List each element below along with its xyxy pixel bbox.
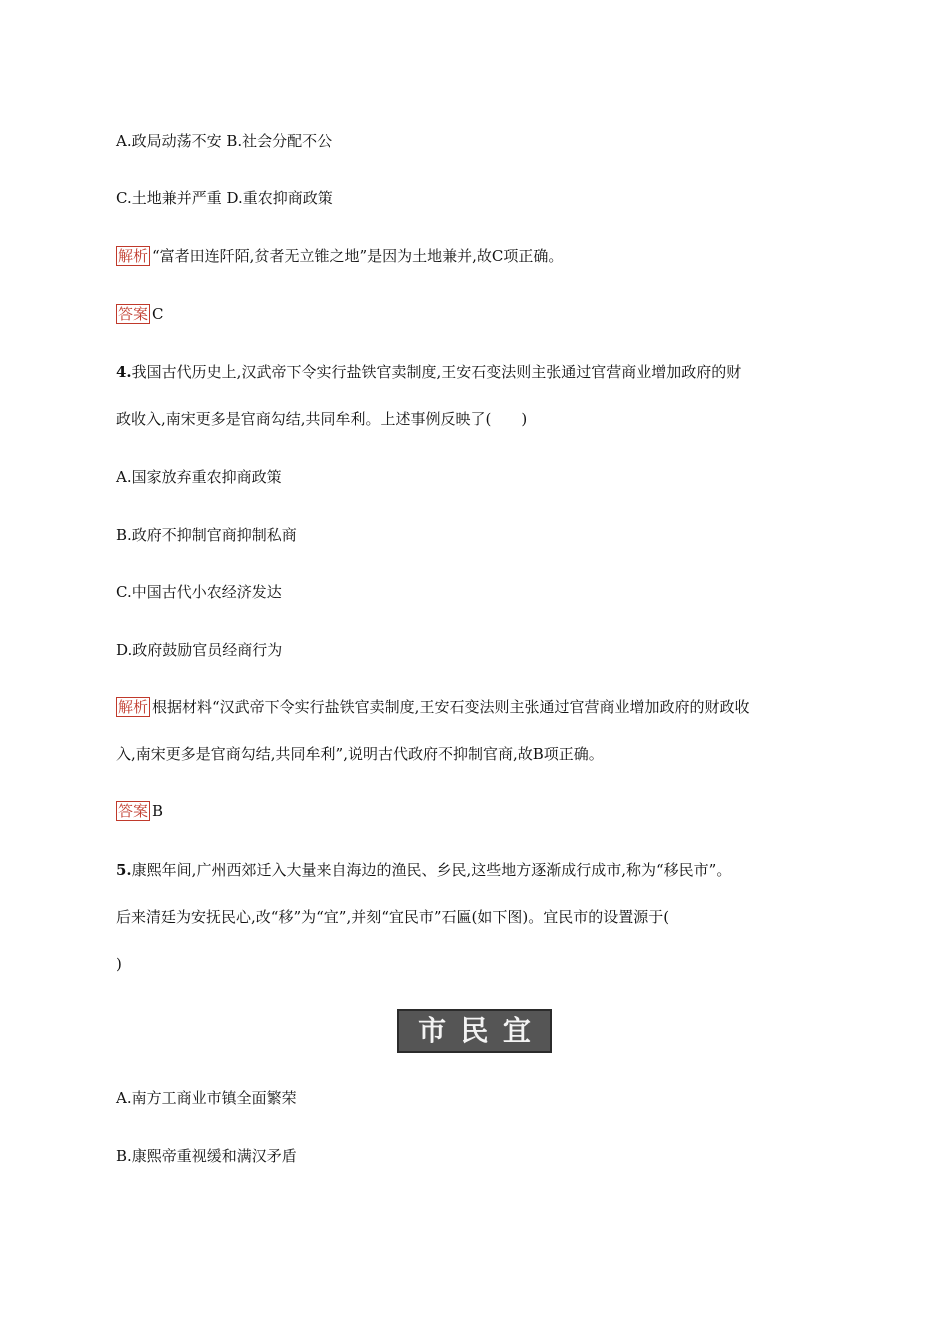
q3-options-line-1: A.政局动荡不安 B.社会分配不公	[116, 132, 333, 150]
answer-tag: 答案	[118, 305, 149, 323]
q5-number: 5.	[116, 861, 132, 879]
q4-analysis-text-1: 根据材料“汉武帝下令实行盐铁官卖制度,王安石变法则主张通过官营商业增加政府的财政收	[152, 698, 750, 716]
q3-analysis	[116, 246, 850, 266]
plaque-char: 民	[460, 1014, 489, 1047]
q5-stem-line-3: )	[116, 955, 122, 973]
analysis-tag: 解析	[118, 698, 149, 716]
q4-answer-value: B	[152, 802, 164, 820]
q4-stem-line-2: 政收入,南宋更多是官商勾结,共同牟利。上述事例反映了( )	[116, 410, 528, 428]
plaque-char: 宜	[502, 1014, 531, 1047]
analysis-tag: 解析	[118, 247, 149, 265]
plaque-char: 市	[418, 1014, 447, 1047]
q4-number: 4.	[116, 363, 132, 381]
q5-stem-text-1: 康熙年间,广州西郊迁入大量来自海边的渔民、乡民,这些地方逐渐成行成市,称为“移民市”。	[131, 861, 732, 879]
q3-answer	[116, 304, 850, 324]
q4-option-b: B.政府不抑制官商抑制私商	[116, 526, 297, 544]
q5-option-a: A.南方工商业市镇全面繁荣	[116, 1089, 297, 1107]
q4-stem-text-1: 我国古代历史上,汉武帝下令实行盐铁官卖制度,王安石变法则主张通过官营商业增加政府的财	[131, 363, 742, 381]
q5-stem-line-1	[116, 860, 850, 880]
q4-analysis-line-1	[116, 697, 850, 717]
q4-answer	[116, 801, 850, 821]
q4-option-c: C.中国古代小农经济发达	[116, 583, 282, 601]
q4-stem-line-1	[116, 362, 850, 382]
answer-tag: 答案	[118, 802, 149, 820]
stone-plaque-image	[397, 1009, 552, 1053]
q5-stem-line-2: 后来清廷为安抚民心,改“移”为“宜”,并刻“宜民市”石匾(如下图)。宜民市的设置源于(	[116, 908, 670, 926]
q4-option-d: D.政府鼓励官员经商行为	[116, 641, 283, 659]
q3-analysis-text: “富者田连阡陌,贫者无立锥之地”是因为土地兼并,故C项正确。	[152, 247, 564, 265]
q4-analysis-line-2: 入,南宋更多是官商勾结,共同牟利”,说明古代政府不抑制官商,故B项正确。	[116, 745, 604, 763]
q3-options-line-2: C.土地兼并严重 D.重农抑商政策	[116, 189, 333, 207]
q3-answer-value: C	[152, 305, 164, 323]
q5-option-b: B.康熙帝重视缓和满汉矛盾	[116, 1147, 297, 1165]
q4-option-a: A.国家放弃重农抑商政策	[116, 468, 282, 486]
